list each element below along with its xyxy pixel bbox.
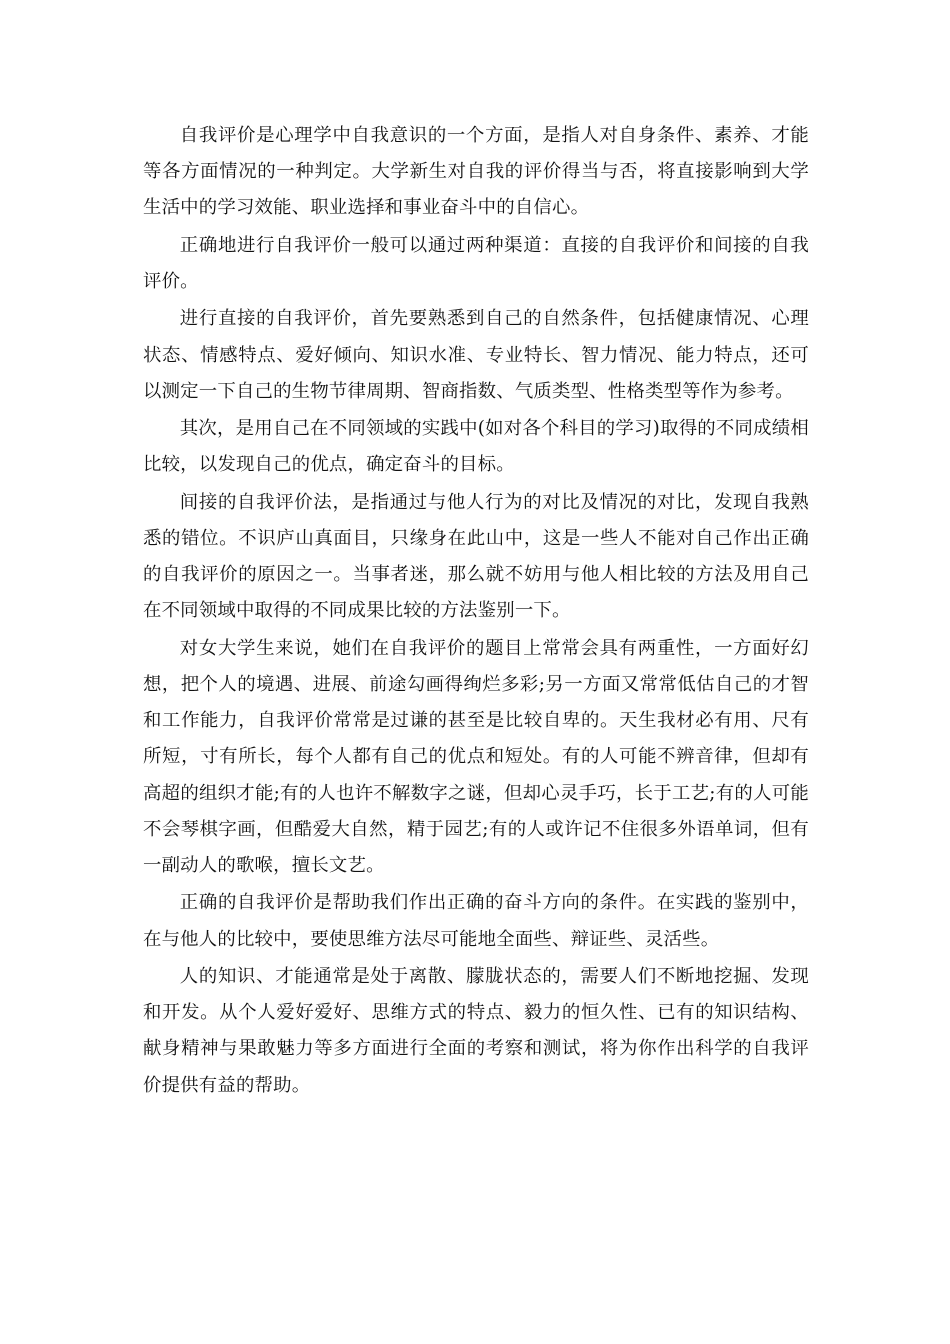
- paragraph-2: 正确地进行自我评价一般可以通过两种渠道：直接的自我评价和间接的自我评价。: [143, 234, 809, 292]
- paragraph-4: 其次，是用自己在不同领域的实践中(如对各个科目的学习)取得的不同成绩相比较，以发现自己的优点，确定奋斗的目标。: [143, 418, 809, 476]
- paragraph-1: 自我评价是心理学中自我意识的一个方面，是指人对自身条件、素养、才能等各方面情况的一种判定。大学新生对自我的评价得当与否，将直接影响到大学生活中的学习效能、职业选择和事业奋斗中的自信心。: [143, 125, 809, 219]
- paragraph-5: 间接的自我评价法，是指通过与他人行为的对比及情况的对比，发现自我熟悉的错位。不识庐山真面目，只缘身在此山中，这是一些人不能对自己作出正确的自我评价的原因之一。当事者迷，那么就不妨用与他人相比较的方法及用自己在不同领域中取得的不同成果比较的方法鉴别一下。: [143, 491, 809, 622]
- paragraph-6: 对女大学生来说，她们在自我评价的题目上常常会具有两重性，一方面好幻想，把个人的境遇、进展、前途勾画得绚烂多彩;另一方面又常常低估自己的才智和工作能力，自我评价常常是过谦的甚至是比较自卑的。天生我材必有用、尺有所短，寸有所长，每个人都有自己的优点和短处。有的人可能不辨音律，但却有高超的组织才能;有的人也许不解数字之谜，但却心灵手巧，长于工艺;有的人可能不会琴棋字画，但酷爱大自然，精于园艺;有的人或许记不住很多外语单词，但有一副动人的歌喉，擅长文艺。: [143, 637, 809, 876]
- paragraph-3: 进行直接的自我评价，首先要熟悉到自己的自然条件，包括健康情况、心理状态、情感特点、爱好倾向、知识水准、专业特长、智力情况、能力特点，还可以测定一下自己的生物节律周期、智商指数、气质类型、性格类型等作为参考。: [143, 308, 809, 402]
- document-body: [143, 118, 809, 1105]
- paragraph-7: 正确的自我评价是帮助我们作出正确的奋斗方向的条件。在实践的鉴别中，在与他人的比较中，要使思维方法尽可能地全面些、辩证些、灵活些。: [143, 892, 809, 950]
- paragraph-8: 人的知识、才能通常是处于离散、朦胧状态的，需要人们不断地挖掘、发现和开发。从个人爱好爱好、思维方式的特点、毅力的恒久性、已有的知识结构、献身精神与果敢魅力等多方面进行全面的考察和测试，将为你作出科学的自我评价提供有益的帮助。: [143, 965, 809, 1096]
